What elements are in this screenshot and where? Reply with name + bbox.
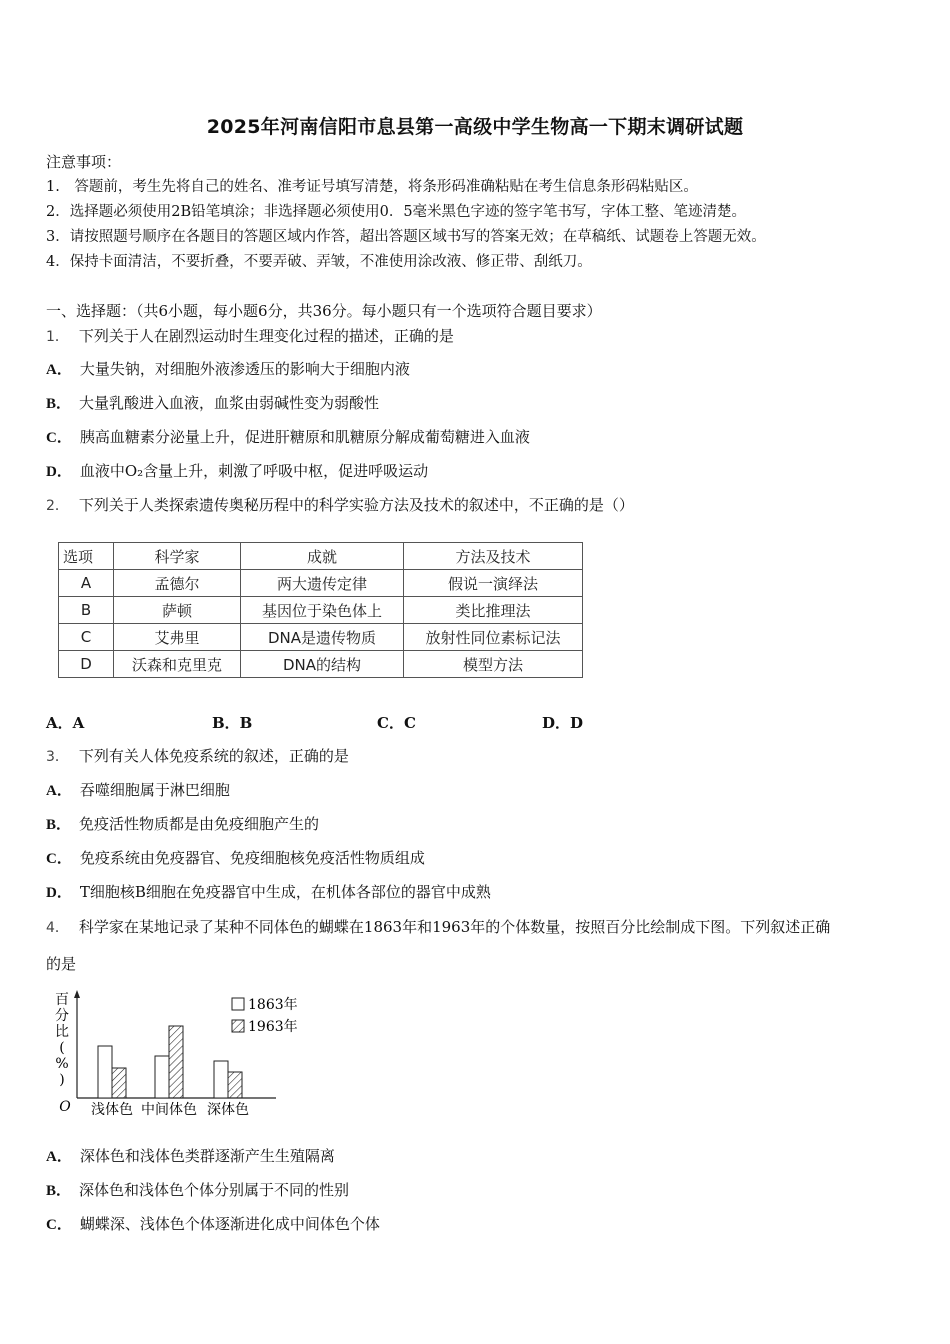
question-stem: 科学家在某地记录了某种不同体色的蝴蝶在1863年和1963年的个体数量，按照百分比绘制成下图。下列叙述正确: [78, 918, 831, 936]
table-header: 方法及技术: [404, 543, 583, 570]
q3-option-a[interactable]: A． 吞噬细胞属于淋巴细胞: [46, 781, 230, 799]
question-stem: 下列关于人在剧烈运动时生理变化过程的描述，正确的是: [78, 327, 454, 345]
table-cell: D: [59, 651, 114, 678]
question-number: 1．: [46, 329, 69, 345]
table-cell: 两大遗传定律: [241, 570, 404, 597]
q2-options: [46, 712, 606, 734]
methods-table: [58, 542, 583, 678]
origin-label: O: [59, 1099, 71, 1115]
note-item: 2．选择题必须使用2B铅笔填涂；非选择题必须使用0．5毫米黑色字迹的签字笔书写，字体工整、笔迹清楚。: [46, 204, 747, 220]
question-number: 4．: [46, 920, 69, 936]
y-axis-label: [55, 992, 69, 1088]
q3-option-c[interactable]: C． 免疫系统由免疫器官、免疫细胞核免疫活性物质组成: [46, 849, 425, 867]
table-cell: C: [59, 624, 114, 651]
note-item: 1. 答题前，考生先将自己的姓名、准考证号填写清楚，将条形码准确粘贴在考生信息条形码粘贴区。: [46, 179, 698, 195]
table-cell: 孟德尔: [114, 570, 241, 597]
question-stem-continued: 的是: [46, 955, 77, 973]
question-stem: 下列有关人体免疫系统的叙述，正确的是: [78, 747, 349, 765]
table-row: [59, 624, 583, 651]
question-number: 3．: [46, 749, 69, 765]
q1-option-c[interactable]: C． 胰高血糖素分泌量上升，促进肝糖原和肌糖原分解成葡萄糖进入血液: [46, 428, 530, 446]
q1-option-a[interactable]: A． 大量失钠，对细胞外液渗透压的影响大于细胞内液: [46, 360, 410, 378]
question-number: 2．: [46, 498, 69, 514]
table-row: [59, 570, 583, 597]
table-cell: B: [59, 597, 114, 624]
x-tick-label: 浅体色: [91, 1102, 133, 1118]
y-axis-arrow: [74, 990, 80, 998]
bar-1963年-中间体色: [169, 1026, 183, 1098]
table-cell: 类比推理法: [404, 597, 583, 624]
q2-option-d[interactable]: D．D: [542, 714, 584, 732]
bar-1963年-深体色: [228, 1072, 242, 1098]
table-cell: DNA是遗传物质: [241, 624, 404, 651]
table-header: 选项: [59, 543, 114, 570]
table-cell: DNA的结构: [241, 651, 404, 678]
legend-label: 1963年: [248, 1019, 298, 1035]
question-2: [46, 495, 634, 516]
question-stem: 下列关于人类探索遗传奥秘历程中的科学实验方法及技术的叙述中，不正确的是（）: [78, 496, 634, 514]
bar-1963年-浅体色: [112, 1068, 126, 1098]
table-header: 科学家: [114, 543, 241, 570]
note-item: 3．请按照题号顺序在各题目的答题区域内作答，超出答题区域书写的答案无效；在草稿纸、试题卷上答题无效。: [46, 229, 766, 245]
y-axis-label-char: ): [59, 1072, 65, 1088]
bar-1863年-深体色: [214, 1061, 228, 1098]
table-cell: 基因位于染色体上: [241, 597, 404, 624]
page-title: 2025年河南信阳市息县第一高级中学生物高一下期末调研试题: [206, 116, 744, 138]
x-tick-label: 深体色: [207, 1102, 249, 1118]
table-row: [59, 651, 583, 678]
bar-1863年-浅体色: [98, 1046, 112, 1098]
butterfly-bar-chart: [46, 984, 316, 1120]
table-cell: 模型方法: [404, 651, 583, 678]
q3-option-b[interactable]: B． 免疫活性物质都是由免疫细胞产生的: [46, 815, 320, 833]
table-row: [59, 597, 583, 624]
note-item: 4．保持卡面清洁，不要折叠，不要弄破、弄皱，不准使用涂改液、修正带、刮纸刀。: [46, 254, 592, 270]
q2-option-c[interactable]: C．C: [377, 714, 416, 732]
table-cell: 放射性同位素标记法: [404, 624, 583, 651]
question-3: [46, 746, 349, 767]
y-axis-label-char: %: [55, 1056, 69, 1072]
q4-option-b[interactable]: B． 深体色和浅体色个体分别属于不同的性别: [46, 1181, 350, 1199]
legend-label: 1863年: [248, 997, 298, 1013]
q2-option-b[interactable]: B．B: [212, 714, 253, 732]
table-cell: 艾弗里: [114, 624, 241, 651]
q1-option-b[interactable]: B． 大量乳酸进入血液，血浆由弱碱性变为弱酸性: [46, 394, 380, 412]
q1-option-d[interactable]: D． 血液中O₂含量上升，刺激了呼吸中枢，促进呼吸运动: [46, 462, 429, 480]
question-1: [46, 326, 454, 347]
y-axis-label-char: 百: [55, 992, 69, 1008]
table-cell: A: [59, 570, 114, 597]
q2-option-a[interactable]: A．A: [46, 714, 85, 732]
y-axis-label-char: 分: [55, 1008, 69, 1024]
q4-option-a[interactable]: A． 深体色和浅体色类群逐渐产生生殖隔离: [46, 1147, 335, 1165]
question-4: [46, 917, 830, 938]
section-heading: 一、选择题：（共6小题，每小题6分，共36分。每小题只有一个选项符合题目要求）: [46, 302, 602, 320]
table-header-row: [59, 543, 583, 570]
table-cell: 萨顿: [114, 597, 241, 624]
bar-1863年-中间体色: [155, 1056, 169, 1098]
x-tick-label: 中间体色: [141, 1102, 197, 1118]
legend-swatch: [232, 1020, 244, 1032]
table-header: 成就: [241, 543, 404, 570]
q3-option-d[interactable]: D． T细胞核B细胞在免疫器官中生成，在机体各部位的器官中成熟: [46, 883, 491, 901]
legend-swatch: [232, 998, 244, 1010]
q4-option-c[interactable]: C． 蝴蝶深、浅体色个体逐渐进化成中间体色个体: [46, 1215, 380, 1233]
table-cell: 沃森和克里克: [114, 651, 241, 678]
y-axis-label-char: (: [59, 1040, 65, 1056]
notes-heading: 注意事项：: [46, 153, 122, 171]
y-axis-label-char: 比: [55, 1024, 69, 1040]
table-cell: 假说一演绎法: [404, 570, 583, 597]
